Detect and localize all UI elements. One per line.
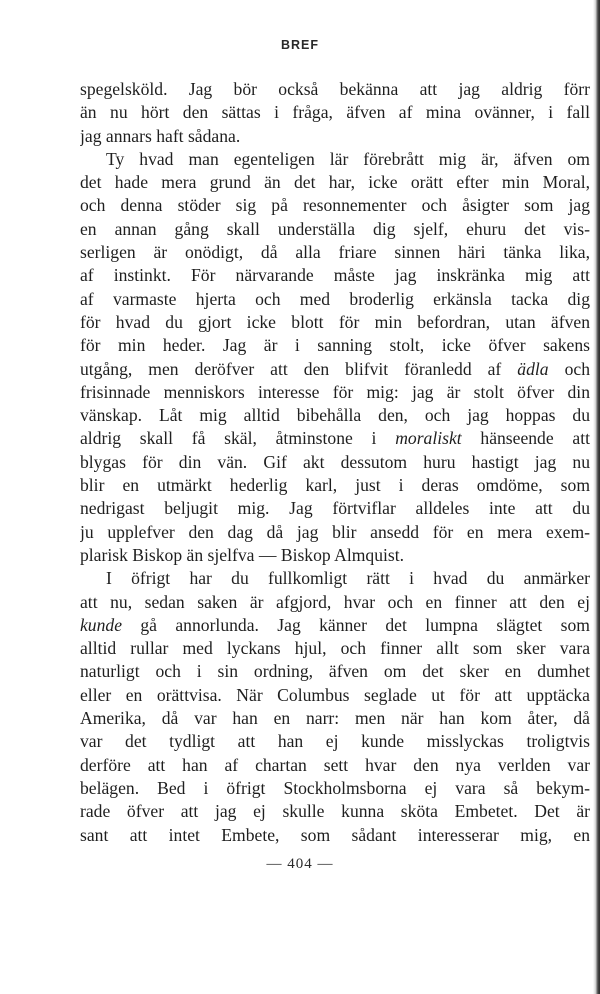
text-line: [80, 474, 590, 497]
italic-text: kunde: [80, 614, 123, 635]
text-line: [80, 521, 590, 544]
text-segment: af varmaste hjerta och med broderlig erkänsla tacka dig: [80, 288, 590, 309]
text-line: [80, 567, 590, 590]
text-segment: eller en orättvisa. När Columbus seglade ut för att upptäcka: [80, 684, 590, 705]
text-line: [80, 264, 590, 287]
text-segment: sant att intet Embete, som sådant interesserar mig, en: [80, 824, 590, 845]
text-line: [80, 754, 590, 777]
text-segment: utgång, men deröfver att den blifvit föranledd af: [80, 358, 518, 379]
text-line: [80, 730, 590, 753]
text-line: [80, 637, 590, 660]
text-segment: var det tydligt att han ej kunde misslyckas troligtvis: [80, 731, 590, 752]
body-text: [80, 78, 590, 847]
text-segment: att nu, sedan saken är afgjord, hvar och en finner att den ej: [80, 591, 590, 612]
text-line: [80, 707, 590, 730]
text-line: [80, 660, 590, 683]
text-line: [80, 241, 590, 264]
text-line: [80, 288, 590, 311]
text-line: [80, 451, 590, 474]
text-line: [80, 218, 590, 241]
text-line: [80, 544, 590, 567]
text-segment: alltid rullar med lyckans hjul, och finner allt som sker vara: [80, 638, 590, 659]
text-segment: derföre att han af chartan sett hvar den nya verlden var: [80, 754, 590, 775]
text-segment: af instinkt. För närvarande måste jag inskränka mig att: [80, 265, 590, 286]
text-line: [80, 311, 590, 334]
text-line: [80, 427, 590, 450]
text-segment: en annan gång skall underställa dig sjelf, ehuru det vis-: [80, 218, 590, 239]
text-line: [80, 614, 590, 637]
text-segment: jag annars haft sådana.: [80, 125, 241, 146]
text-segment: och denna stöder sig på resonnementer och åsigter som jag: [80, 195, 590, 216]
text-segment: nedrigast beljugit mig. Jag förtviflar alldeles inte att du: [80, 498, 590, 519]
text-segment: för hvad du gjort icke blott för min befordran, utan äfven: [80, 311, 590, 332]
text-segment: vänskap. Låt mig alltid bibehålla den, och jag hoppas du: [80, 405, 590, 426]
text-line: [80, 381, 590, 404]
text-line: [80, 404, 590, 427]
text-segment: Ty hvad man egenteligen lär förebrått mig är, äfven om: [106, 148, 590, 169]
text-line: [80, 78, 590, 101]
text-segment: I öfrigt har du fullkomligt rätt i hvad du anmärker: [106, 568, 590, 589]
text-segment: hänseende att: [461, 428, 590, 449]
text-segment: Amerika, då var han en narr: men när han kom åter, då: [80, 708, 590, 729]
text-line: [80, 684, 590, 707]
text-line: [80, 334, 590, 357]
page-number: — 404 —: [266, 856, 334, 872]
text-line: [80, 171, 590, 194]
text-segment: gå annorlunda. Jag känner det lumpna slägtet som: [122, 614, 590, 635]
page-edge-shadow: [593, 0, 600, 994]
text-line: [80, 497, 590, 520]
text-line: [80, 148, 590, 171]
text-line: [80, 591, 590, 614]
italic-text: ädla: [517, 358, 549, 379]
text-segment: ju upplefver den dag då jag blir ansedd för en mera exem-: [80, 521, 590, 542]
text-segment: för min heder. Jag är i sanning stolt, icke öfver sakens: [80, 335, 590, 356]
text-line: [80, 800, 590, 823]
text-line: [80, 358, 590, 381]
text-segment: plarisk Biskop än sjelfva — Biskop Almquist.: [80, 544, 405, 565]
text-segment: än nu hört den sättas i fråga, äfven af mina ovänner, i fall: [80, 102, 590, 123]
text-segment: spegelsköld. Jag bör också bekänna att jag aldrig förr: [80, 79, 590, 99]
text-line: [80, 194, 590, 217]
text-segment: naturligt och i sin ordning, äfven om det sker en dumhet: [80, 661, 590, 682]
text-line: [80, 101, 590, 124]
text-line: [80, 777, 590, 800]
text-line: [80, 824, 590, 847]
text-line: [80, 125, 590, 148]
text-segment: blygas för din vän. Gif akt dessutom huru hastigt jag nu: [80, 451, 590, 472]
running-header: BREF: [280, 38, 320, 52]
text-segment: blir en utmärkt hederlig karl, just i deras omdöme, som: [80, 475, 590, 496]
text-segment: och: [548, 358, 590, 379]
italic-text: moraliskt: [395, 428, 462, 449]
text-segment: serligen är onödigt, då alla friare sinnen häri tänka lika,: [80, 242, 590, 263]
text-segment: frisinnade menniskors interesse för mig: jag är stolt öfver din: [80, 381, 590, 402]
text-segment: aldrig skall få skäl, åtminstone i: [80, 428, 396, 449]
text-segment: rade öfver att jag ej skulle kunna sköta Embetet. Det är: [80, 801, 590, 822]
text-segment: belägen. Bed i öfrigt Stockholmsborna ej vara så bekym-: [80, 777, 590, 798]
text-segment: det hade mera grund än det har, icke orätt efter min Moral,: [80, 172, 590, 193]
